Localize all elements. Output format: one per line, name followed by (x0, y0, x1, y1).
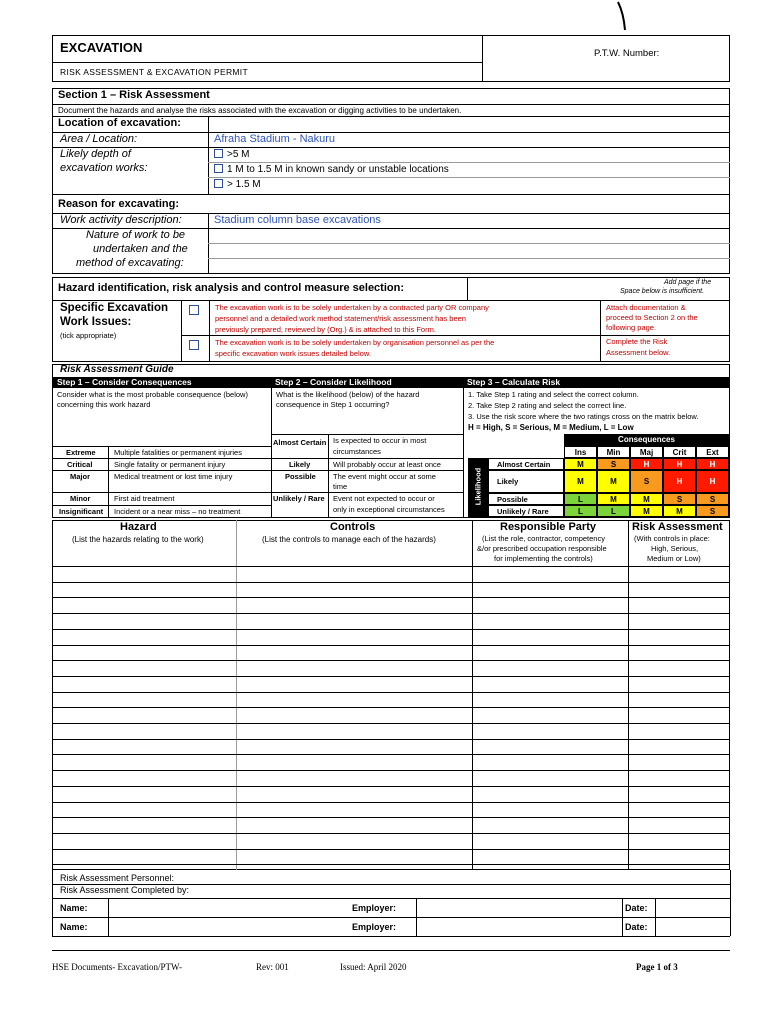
work-activity-value[interactable]: Stadium column base excavations (214, 214, 381, 226)
col-controls-sub: (List the controls to manage each of the hazards) (262, 535, 436, 544)
date-label-1: Date: (625, 903, 648, 913)
matrix-likelihood-axis (468, 458, 488, 517)
matrix-cell: S (597, 458, 630, 470)
table-row[interactable] (52, 676, 730, 677)
name-label-2: Name: (60, 922, 88, 932)
employer-field-1[interactable] (418, 899, 620, 916)
matrix-col-ext: Ext (696, 446, 729, 458)
table-row[interactable] (52, 613, 730, 614)
step3-bar: Step 3 – Calculate Risk (463, 377, 729, 388)
ptw-number-label: P.T.W. Number: (594, 48, 660, 59)
area-value[interactable]: Afraha Stadium - Nakuru (214, 133, 336, 145)
checkbox-icon[interactable] (214, 149, 223, 158)
option2-line-1: The excavation work is to be solely undertaken by organisation personnel as per the (215, 338, 495, 347)
col-responsible-sub-1: (List the role, contractor, competency (482, 534, 605, 543)
table-row[interactable] (52, 833, 730, 834)
option1-line-3: previously prepared, reviewed by (Org.) & is attached to this Form. (215, 325, 436, 334)
table-row[interactable] (52, 660, 730, 661)
pen-mark (612, 0, 632, 34)
location-heading: Location of excavation: (58, 117, 181, 129)
step3-desc-1: 1. Take Step 1 rating and select the correct column. (468, 390, 639, 399)
consequence-name-extreme: Extreme (66, 448, 96, 457)
likelihood-desc-almost-certain-1: Is expected to occur in most (333, 436, 427, 445)
table-row[interactable] (52, 786, 730, 787)
nature-label-2: undertaken and the (93, 243, 188, 255)
ptw-number-field[interactable] (484, 37, 728, 80)
table-row[interactable] (52, 754, 730, 755)
step2-desc-2: consequence in Step 1 occurring? (276, 400, 390, 409)
matrix-cell: M (630, 493, 663, 505)
matrix-cell: M (597, 470, 630, 493)
table-row[interactable] (52, 802, 730, 803)
option1-line-2: personnel and a detailed work method statement/risk assessment has been (215, 314, 466, 323)
likelihood-desc-almost-certain-2: circumstances (333, 447, 381, 456)
risk-legend: H = High, S = Serious, M = Medium, L = Low (468, 423, 634, 432)
matrix-cell: H (696, 470, 729, 493)
name-label-1: Name: (60, 903, 88, 913)
matrix-cell: L (597, 505, 630, 517)
specific-title-1: Specific Excavation (60, 302, 169, 314)
consequence-name-minor: Minor (70, 494, 91, 503)
col-risk-sub-2: High, Serious, (651, 544, 699, 553)
area-label: Area / Location: (60, 133, 138, 145)
step3-desc-2: 2. Take Step 2 rating and select the correct line. (468, 401, 627, 410)
depth-label-1: Likely depth of (60, 148, 131, 160)
matrix-row-label: Possible (488, 493, 564, 505)
consequence-name-insignificant: Insignificant (59, 507, 104, 516)
checkbox-icon[interactable] (214, 179, 223, 188)
option1-action-3: following page. (606, 323, 657, 332)
step1-desc-1: Consider what is the most probable consequence (below) (57, 390, 248, 399)
consequence-desc-minor: First aid treatment (114, 494, 175, 503)
matrix-col-min: Min (597, 446, 630, 458)
matrix-col-maj: Maj (630, 446, 663, 458)
step1-bar: Step 1 – Consider Consequences (53, 377, 271, 388)
matrix-col-crit: Crit (663, 446, 696, 458)
likelihood-name-possible: Possible (285, 472, 316, 481)
section1-title: Section 1 – Risk Assessment (58, 89, 210, 101)
consequence-desc-critical: Single fatality or permanent injury (114, 460, 226, 469)
matrix-cell: S (696, 493, 729, 505)
option2-line-2: specific excavation work issues detailed below. (215, 349, 371, 358)
matrix-consequences-header: Consequences (564, 434, 729, 446)
matrix-row-label: Likely (488, 470, 564, 493)
consequence-desc-major: Medical treatment or lost time injury (114, 472, 233, 481)
depth-label-2: excavation works: (60, 162, 148, 174)
option2-action-1: Complete the Risk (606, 337, 668, 346)
nature-label-3: method of excavating: (76, 257, 184, 269)
matrix-cell: H (663, 458, 696, 470)
col-risk-sub-1: (With controls in place: (634, 534, 710, 543)
table-row[interactable] (52, 723, 730, 724)
col-responsible-title: Responsible Party (500, 521, 596, 533)
matrix-cell: H (663, 470, 696, 493)
matrix-cell: H (696, 458, 729, 470)
name-field-2[interactable] (110, 918, 340, 935)
matrix-cell: M (630, 505, 663, 517)
table-row[interactable] (52, 707, 730, 708)
footer-issued: Issued: April 2020 (340, 962, 407, 972)
option1-line-1: The excavation work is to be solely undertaken by a contracted party OR company (215, 303, 489, 312)
table-row[interactable] (52, 566, 730, 567)
nature-label-1: Nature of work to be (86, 229, 186, 241)
checkbox-icon[interactable] (214, 164, 223, 173)
table-row[interactable] (52, 692, 730, 693)
depth-option-gt5[interactable]: >5 M (214, 149, 250, 160)
likelihood-desc-likely: Will probably occur at least once (333, 460, 441, 469)
table-row[interactable] (52, 597, 730, 598)
matrix-cell: M (564, 470, 597, 493)
employer-label-1: Employer: (352, 903, 397, 913)
reason-heading: Reason for excavating: (58, 198, 180, 210)
table-row[interactable] (52, 864, 730, 865)
matrix-cell: S (663, 493, 696, 505)
specific-title-2: Work Issues: (60, 316, 132, 328)
col-hazard-sub: (List the hazards relating to the work) (72, 535, 204, 544)
date-label-2: Date: (625, 922, 648, 932)
depth-option-1to1.5[interactable]: 1 M to 1.5 M in known sandy or unstable locations (214, 164, 449, 175)
step2-desc-1: What is the likelihood (below) of the hazard (276, 390, 420, 399)
likelihood-name-almost-certain: Almost Certain (273, 438, 327, 447)
personnel-label: Risk Assessment Personnel: (60, 873, 175, 883)
table-row[interactable] (52, 645, 730, 646)
consequence-name-major: Major (70, 472, 91, 481)
nature-of-work-field[interactable] (210, 230, 728, 272)
matrix-cell: L (564, 505, 597, 517)
matrix-row-label: Unlikely / Rare (488, 505, 564, 517)
depth-option-gt1.5[interactable]: > 1.5 M (214, 179, 261, 190)
matrix-likelihood-label: Likelihood (473, 467, 483, 506)
matrix-cell: S (630, 470, 663, 493)
footer-page: Page 1 of 3 (636, 962, 678, 972)
matrix-cell: M (564, 458, 597, 470)
col-risk-sub-3: Medium or Low) (647, 554, 701, 563)
col-risk-title: Risk Assessment (632, 521, 723, 533)
tick-note: (tick appropriate) (60, 331, 117, 340)
matrix-cell: M (663, 505, 696, 517)
hazard-id-heading: Hazard identification, risk analysis and control measure selection: (58, 282, 404, 294)
matrix-cell: M (597, 493, 630, 505)
step1-desc-2: concerning this work hazard (57, 400, 151, 409)
likelihood-desc-unlikely-2: only in exceptional circumstances (333, 505, 445, 514)
likelihood-desc-unlikely-1: Event not expected to occur or (333, 494, 435, 503)
table-row[interactable] (52, 629, 730, 630)
completed-by-label: Risk Assessment Completed by: (60, 885, 190, 895)
employer-field-2[interactable] (418, 918, 620, 935)
option2-action-2: Assessment below. (606, 348, 671, 357)
table-row[interactable] (52, 849, 730, 850)
step2-bar: Step 2 – Consider Likelihood (271, 377, 463, 388)
col-hazard-title: Hazard (120, 521, 157, 533)
form-subtitle: RISK ASSESSMENT & EXCAVATION PERMIT (60, 67, 248, 77)
col-responsible-sub-3: for implementing the controls) (494, 554, 593, 563)
consequence-desc-extreme: Multiple fatalities or permanent injuries (114, 448, 242, 457)
option1-action-1: Attach documentation & (606, 303, 686, 312)
employer-label-2: Employer: (352, 922, 397, 932)
likelihood-desc-possible-1: The event might occur at some (333, 472, 436, 481)
likelihood-name-unlikely: Unlikely / Rare (273, 494, 325, 503)
table-row[interactable] (52, 770, 730, 771)
section1-intro: Document the hazards and analyse the risks associated with the excavation or digging activities to be undertaken. (58, 106, 462, 115)
matrix-cell: L (564, 493, 597, 505)
name-field-1[interactable] (110, 899, 340, 916)
likelihood-name-likely: Likely (289, 460, 311, 469)
likelihood-desc-possible-2: time (333, 482, 348, 491)
risk-matrix (463, 434, 729, 517)
table-row[interactable] (52, 582, 730, 583)
option1-checkbox[interactable] (189, 305, 199, 315)
matrix-col-ins: Ins (564, 446, 597, 458)
date-field-1[interactable] (657, 899, 728, 916)
work-activity-label: Work activity description: (60, 214, 182, 226)
add-page-note-2: Space below is insufficient. (620, 288, 705, 295)
table-row[interactable] (52, 817, 730, 818)
date-field-2[interactable] (657, 918, 728, 935)
risk-guide-title: Risk Assessment Guide (60, 364, 174, 375)
consequence-name-critical: Critical (67, 460, 93, 469)
option1-action-2: proceed to Section 2 on the (606, 313, 698, 322)
matrix-cell: S (696, 505, 729, 517)
table-row[interactable] (52, 739, 730, 740)
matrix-cell: H (630, 458, 663, 470)
col-responsible-sub-2: &/or prescribed occupation responsible (477, 544, 607, 553)
col-controls-title: Controls (330, 521, 376, 533)
consequence-desc-insignificant: Incident or a near miss – no treatment (114, 507, 241, 516)
add-page-note-1: Add page if the (664, 279, 712, 286)
option2-checkbox[interactable] (189, 340, 199, 350)
form-title: EXCAVATION (60, 40, 143, 55)
matrix-row-label: Almost Certain (488, 458, 564, 470)
footer-doc: HSE Documents- Excavation/PTW- (52, 962, 182, 972)
footer-rev: Rev: 001 (256, 962, 289, 972)
step3-desc-3: 3. Use the risk score where the two ratings cross on the matrix below. (468, 412, 699, 421)
